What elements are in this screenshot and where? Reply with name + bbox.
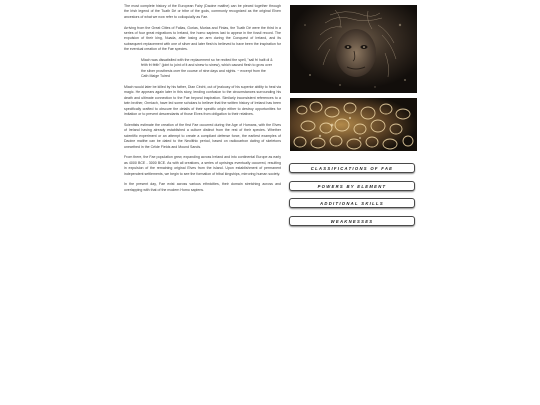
article-paragraph: In the present day, Fae exist across various ethnicities, their domain stretching across and overlapping with that of the modern Homo sapiens.: [124, 182, 281, 192]
fungus-texture-image: [290, 98, 417, 151]
article-quote: Miach was dissatisfied with the replacement so he recited the spell, "sail fri hailt di & féith fri féith" (joint to joint of it and sinew to sinew), which caused flesh to grow over the silver prosthesis over the course of nine days and nights. ~ excerpt from the Cath Maige Tuired: [141, 58, 273, 79]
article-paragraph: From there, the Fae population grew, expanding across Ireland and into continental Europe as early as 4000 BCE - 3000 BCE. As with all creations, a series of uprisings eventually occurred, resulting in expulsion of the remaining original Elves from the island. Upon establishment of permanent independent settlements, we begin to see the formation of tribal kingships, mirroring human society.: [124, 155, 281, 176]
article-text: [124, 4, 281, 199]
nav-weaknesses-button[interactable]: WEAKNESSES: [289, 216, 415, 226]
article-paragraph: Miach would later be killed by his father, Dian Cécht, out of jealousy of his superior ability to heal via magic. He appears again later in this story, lending confusion to the circumstances surrounding his death and ultimate connection to the Fae beyond inspiration. Similarly inconsistent references to a twin brother, Ormiach, have led some scholars to believe that the written history of Ireland has been specifically crafted to obscure the details of their specific origin either to destroy opportunities for imitation or to prevent descendants of those Elves from obligation to their relatives.: [124, 85, 281, 117]
article-paragraph: Arriving from the Great Cities of Falias, Gorias, Murias and Finias, the Tuath Dé were the third in a series of four great migrations to Ireland, the homo sapiens last to appear in the fossil record. The expulsion of their king, Nuada, after losing an arm during the Conquest of Ireland, and its subsequent replacement with one of silver and later flesh is believed to have been the inspiration for the eventual creation of the Fae species.: [124, 25, 281, 52]
fae-portrait-art: [290, 5, 417, 93]
nav-powers-button[interactable]: POWERS BY ELEMENT: [289, 181, 415, 191]
article-paragraph: The most complete history of the European Fairy (Daoine maithe) can be pieced together through the Irish legend of the Tuath Dé or tribe of the gods, commonly recognized as the original Elven ancestors of what we now refer to colloquially as Fae.: [124, 4, 281, 19]
fae-portrait-image: [290, 5, 417, 93]
nav-skills-button[interactable]: ADDITIONAL SKILLS: [289, 198, 415, 208]
nav-classifications-button[interactable]: CLASSIFICATIONS OF FAE: [289, 163, 415, 173]
article-paragraph: Scientists estimate the creation of the first Fae occurred during the Age of Humans, with the Elves of Ireland having already established a culture distinct from the rest of their species. Whether scientific experiment or an attempt to create a compliant defense force, the earliest examples of Daoine maithe can be dated to the Neolithic period, based on radiocarbon dating of skeletons unearthed in the Céide Fields and Mound Sands.: [124, 122, 281, 149]
fungus-texture-art: [290, 98, 417, 151]
